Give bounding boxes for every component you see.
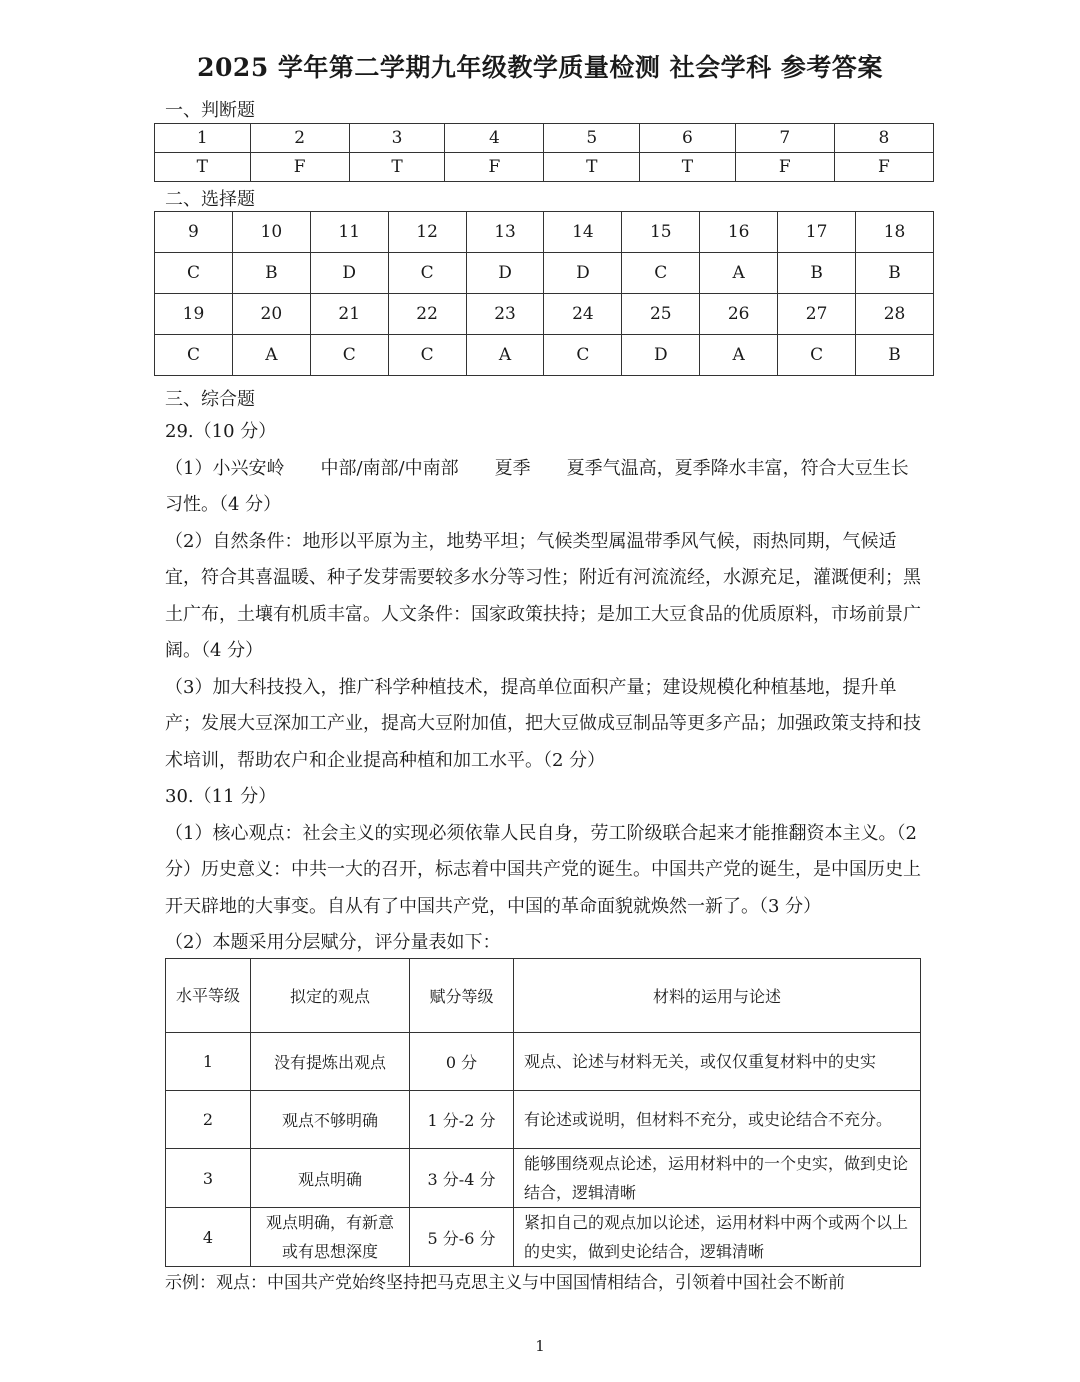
section3-heading: 三、综合题 [165,389,255,410]
question-number: 1 [155,124,251,153]
question-number: 14 [544,212,622,253]
question-number: 21 [310,294,388,335]
table-row [155,335,934,376]
answer-cell: A [700,253,778,294]
table-row [155,124,934,153]
score-cell: 0 分 [410,1033,514,1091]
answer-cell: T [155,153,251,182]
answer-cell: A [232,335,310,376]
description-cell: 能够围绕观点论述，运用材料中的一个史实，做到史论结合，逻辑清晰 [514,1149,921,1208]
question-number: 23 [466,294,544,335]
table-row [166,1208,921,1267]
level-cell: 2 [166,1091,251,1149]
answer-cell: D [544,253,622,294]
question-number: 27 [778,294,856,335]
question-number: 12 [388,212,466,253]
answer-cell: C [388,253,466,294]
description-cell: 观点、论述与材料无关，或仅仅重复材料中的史实 [514,1033,921,1091]
q29-answer-2: （2）自然条件：地形以平原为主，地势平坦；气候类型属温带季风气候，雨热同期，气候适宜，符合其喜温暖、种子发芽需要较多水分等习性；附近有河流流经，水源充足，灌溉便利；黑土广布，土壤有机质丰富。人文条件：国家政策扶持；是加工大豆食品的优质原料，市场前景广阔。（4 分） [165,530,921,661]
question-number: 18 [856,212,934,253]
page-number: 1 [535,1337,545,1355]
header-score: 赋分等级 [410,959,514,1033]
q29-answer-3: （3）加大科技投入，推广科学种植技术，提高单位面积产量；建设规模化种植基地，提升单产；发展大豆深加工产业，提高大豆附加值，把大豆做成豆制品等更多产品；加强政策支持和技术培训，帮助农户和企业提高种植和加工水平。（2 分） [165,676,921,771]
header-level: 水平等级 [166,959,251,1033]
answer-cell: F [735,153,834,182]
header-material: 材料的运用与论述 [514,959,921,1033]
score-cell: 5 分-6 分 [410,1208,514,1267]
q30-answer-2: （2）本题采用分层赋分，评分量表如下： [165,932,501,953]
answer-cell: B [856,253,934,294]
table-row [166,1033,921,1091]
question-number: 25 [622,294,700,335]
question-number: 19 [155,294,233,335]
table-row [155,253,934,294]
answer-cell: T [544,153,640,182]
answer-cell: D [622,335,700,376]
answer-cell: A [700,335,778,376]
answer-cell: F [250,153,349,182]
answer-cell: B [232,253,310,294]
answer-cell: D [310,253,388,294]
q30-answer-1: （1）核心观点：社会主义的实现必须依靠人民自身，劳工阶级联合起来才能推翻资本主义。（2 分）历史意义：中共一大的召开，标志着中国共产党的诞生。中国共产党的诞生，是中国历史上开天辟地的大事变。自从有了中国共产党，中国的革命面貌就焕然一新了。（3 分） [165,822,921,917]
answer-cell: T [640,153,736,182]
answer-cell: B [856,335,934,376]
q29-answer-1: （1）小兴安岭 中部/南部/中南部 夏季 夏季气温高，夏季降水丰富，符合大豆生长习性。（4 分） [165,457,909,515]
answer-cell: C [310,335,388,376]
question-number: 15 [622,212,700,253]
level-cell: 3 [166,1149,251,1208]
answer-cell: C [622,253,700,294]
question-number: 2 [250,124,349,153]
score-cell: 1 分-2 分 [410,1091,514,1149]
question-number: 11 [310,212,388,253]
section2-heading: 二、选择题 [165,189,255,210]
question-number: 17 [778,212,856,253]
header-view: 拟定的观点 [251,959,410,1033]
scoring-rubric-table [165,958,921,1267]
document-title: 2025 学年第二学期九年级教学质量检测 社会学科 参考答案 [197,53,883,82]
question-number: 5 [544,124,640,153]
question-number: 22 [388,294,466,335]
view-cell: 观点明确 [251,1149,410,1208]
question-number: 28 [856,294,934,335]
answer-cell: C [778,335,856,376]
level-cell: 4 [166,1208,251,1267]
answer-cell: A [466,335,544,376]
answer-cell: T [349,153,445,182]
table-row [155,212,934,253]
q29-header: 29.（10 分） [165,421,277,442]
true-false-table [154,123,934,182]
section3-answers [165,414,925,962]
question-number: 4 [445,124,544,153]
answer-cell: C [155,335,233,376]
question-number: 13 [466,212,544,253]
table-row [166,1149,921,1208]
score-cell: 3 分-4 分 [410,1149,514,1208]
question-number: 9 [155,212,233,253]
question-number: 24 [544,294,622,335]
answer-cell: C [544,335,622,376]
table-row [155,153,934,182]
table-header-row [166,959,921,1033]
answer-cell: D [466,253,544,294]
multiple-choice-table [154,211,934,376]
question-number: 8 [834,124,933,153]
view-cell: 观点明确，有新意或有思想深度 [251,1208,410,1267]
section1-heading: 一、判断题 [165,100,255,121]
answer-cell: F [445,153,544,182]
q30-header: 30.（11 分） [165,786,277,807]
question-number: 7 [735,124,834,153]
view-cell: 没有提炼出观点 [251,1033,410,1091]
question-number: 6 [640,124,736,153]
answer-cell: B [778,253,856,294]
example-answer: 示例：观点：中国共产党始终坚持把马克思主义与中国国情相结合，引领着中国社会不断前 [165,1273,845,1293]
view-cell: 观点不够明确 [251,1091,410,1149]
question-number: 3 [349,124,445,153]
answer-cell: C [155,253,233,294]
table-row [166,1091,921,1149]
question-number: 20 [232,294,310,335]
table-row [155,294,934,335]
description-cell: 有论述或说明，但材料不充分，或史论结合不充分。 [514,1091,921,1149]
answer-cell: C [388,335,466,376]
answer-cell: F [834,153,933,182]
description-cell: 紧扣自己的观点加以论述，运用材料中两个或两个以上的史实，做到史论结合，逻辑清晰 [514,1208,921,1267]
question-number: 26 [700,294,778,335]
question-number: 10 [232,212,310,253]
level-cell: 1 [166,1033,251,1091]
question-number: 16 [700,212,778,253]
